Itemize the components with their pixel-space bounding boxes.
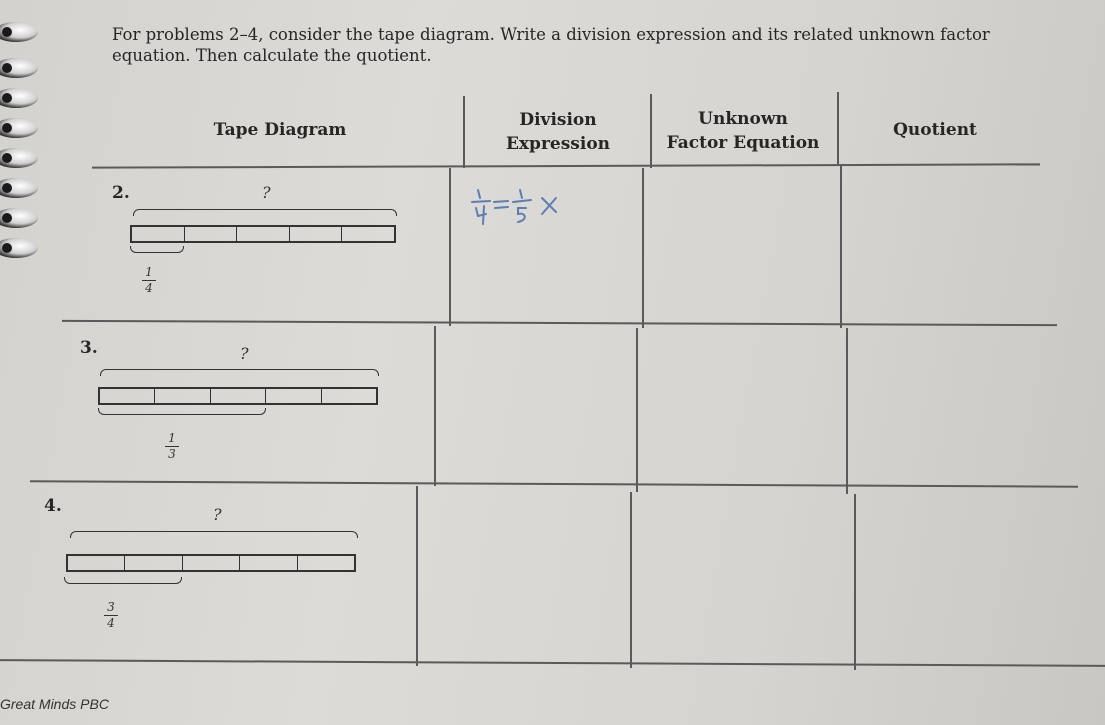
column-divider (837, 92, 839, 166)
part-brace (130, 246, 184, 253)
total-brace (100, 369, 379, 376)
publisher-footer: Great Minds PBC (0, 696, 109, 712)
unknown-factor-cell-3[interactable] (642, 332, 842, 482)
instructions-text: For problems 2–4, consider the tape diagram. Write a division expression and its related unknown factor equation. Then calculate the quotient. (112, 25, 990, 65)
column-divider (642, 168, 644, 328)
header-division-expression: Division Expression (505, 110, 611, 154)
column-divider (846, 328, 848, 494)
division-expression-cell-3[interactable] (442, 332, 632, 482)
tape-diagram (130, 225, 396, 243)
total-brace (133, 209, 397, 216)
tape-top-label: ? (213, 505, 222, 524)
quotient-cell-2[interactable] (846, 172, 1046, 322)
tape-bottom-fraction: 1 3 (165, 432, 179, 461)
column-divider (434, 326, 436, 486)
division-expression-cell-4[interactable] (424, 496, 624, 658)
header-tape-diagram: Tape Diagram (213, 120, 347, 140)
column-divider (630, 492, 632, 668)
unknown-factor-cell-2[interactable] (650, 172, 835, 322)
table-bottom-border (0, 659, 1105, 667)
quotient-cell-3[interactable] (852, 332, 1052, 482)
tape-diagram (66, 554, 356, 572)
tape-top-label: ? (262, 183, 271, 202)
column-divider (636, 328, 638, 492)
header-divider (92, 163, 1040, 168)
tape-top-label: ? (240, 344, 249, 363)
spiral-binding (0, 0, 48, 290)
column-divider (463, 96, 465, 168)
header-unknown-factor-equation: Unknown Factor Equation (666, 109, 820, 153)
tape-diagram (98, 387, 378, 405)
unknown-factor-cell-4[interactable] (638, 496, 848, 658)
part-brace (98, 408, 266, 415)
column-divider (840, 166, 842, 328)
column-divider (416, 486, 418, 666)
header-quotient: Quotient (893, 120, 977, 140)
column-divider (449, 168, 451, 326)
tape-bottom-fraction: 3 4 (104, 601, 118, 630)
problem-number: 4. (44, 496, 62, 516)
total-brace (70, 531, 358, 538)
problem-number: 3. (80, 338, 98, 358)
part-brace (64, 577, 182, 584)
quotient-cell-4[interactable] (860, 496, 1080, 658)
tape-bottom-fraction: 1 4 (142, 266, 156, 295)
problem-number: 2. (112, 183, 130, 203)
column-divider (854, 494, 856, 670)
handwritten-division-expression[interactable] (470, 186, 590, 233)
column-divider (650, 94, 652, 168)
